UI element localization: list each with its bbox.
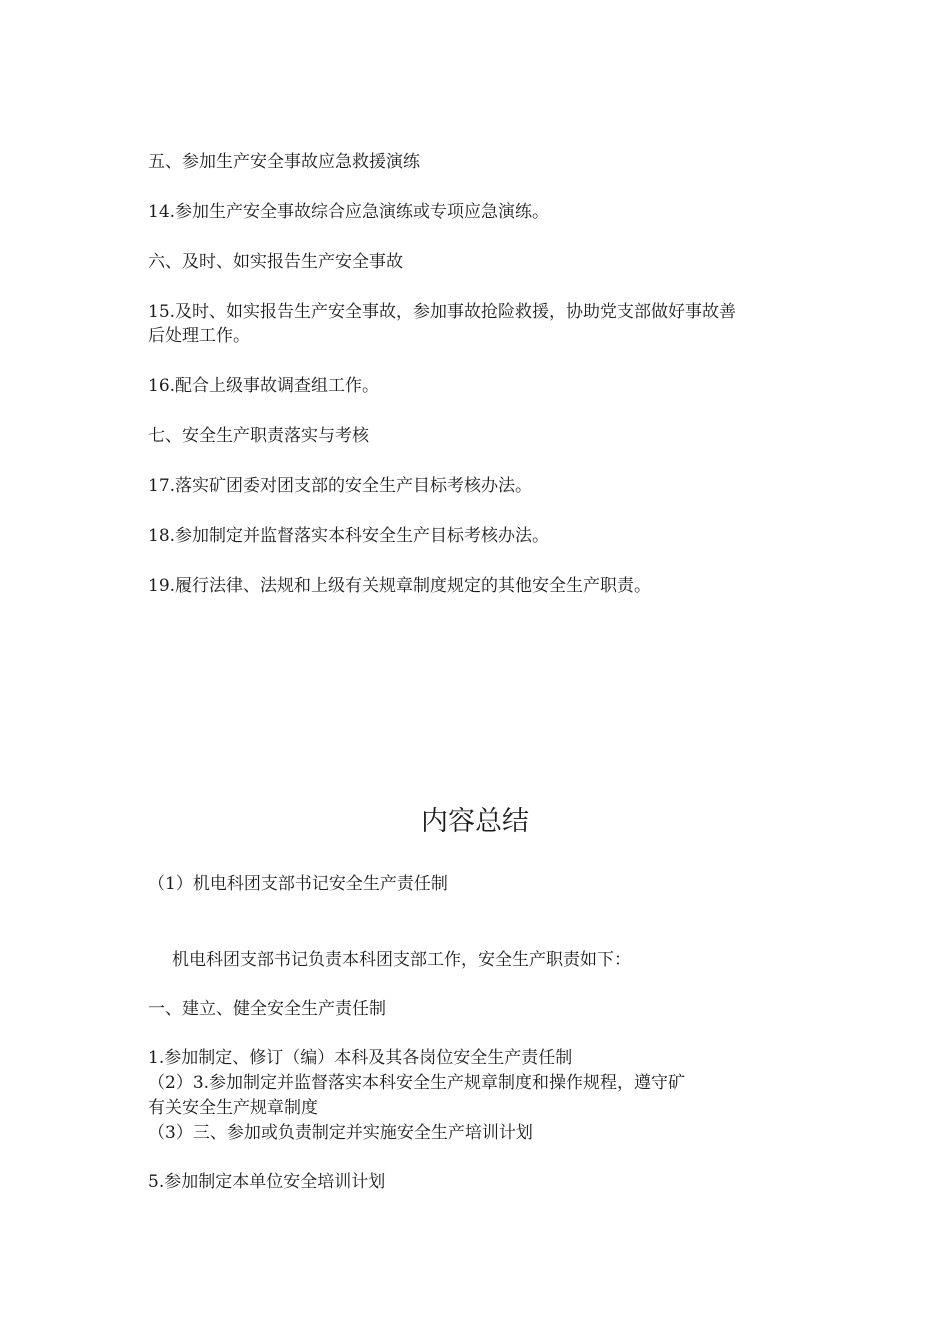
paragraph: 18.参加制定并监督落实本科安全生产目标考核办法。 — [148, 526, 550, 546]
paragraph: 19.履行法律、法规和上级有关规章制度规定的其他安全生产职责。 — [148, 576, 652, 596]
section-heading: 五、参加生产安全事故应急救援演练 — [148, 152, 420, 172]
summary-paragraph: 1.参加制定、修订（编）本科及其各岗位安全生产责任制 — [148, 1048, 573, 1068]
summary-item: （1）机电科团支部书记安全生产责任制 — [148, 874, 448, 894]
paragraph: 14.参加生产安全事故综合应急演练或专项应急演练。 — [148, 202, 550, 222]
summary-continuation: 有关安全生产规章制度 — [148, 1098, 318, 1118]
summary-paragraph: 机电科团支部书记负责本科团支部工作，安全生产职责如下： — [172, 950, 631, 970]
summary-item: （3）三、参加或负责制定并实施安全生产培训计划 — [148, 1123, 533, 1143]
section-heading: 七、安全生产职责落实与考核 — [148, 426, 369, 446]
summary-title: 内容总结 — [421, 806, 529, 837]
summary-item: （2）3.参加制定并监督落实本科安全生产规章制度和操作规程，遵守矿 — [148, 1073, 686, 1093]
section-heading: 六、及时、如实报告生产安全事故 — [148, 252, 403, 272]
summary-paragraph: 5.参加制定本单位安全培训计划 — [148, 1172, 386, 1192]
paragraph-continuation: 后处理工作。 — [148, 326, 250, 346]
summary-heading: 一、建立、健全安全生产责任制 — [148, 999, 386, 1019]
paragraph: 15.及时、如实报告生产安全事故，参加事故抢险救援，协助党支部做好事故善 — [148, 302, 737, 322]
paragraph: 16.配合上级事故调查组工作。 — [148, 376, 380, 396]
paragraph: 17.落实矿团委对团支部的安全生产目标考核办法。 — [148, 476, 533, 496]
